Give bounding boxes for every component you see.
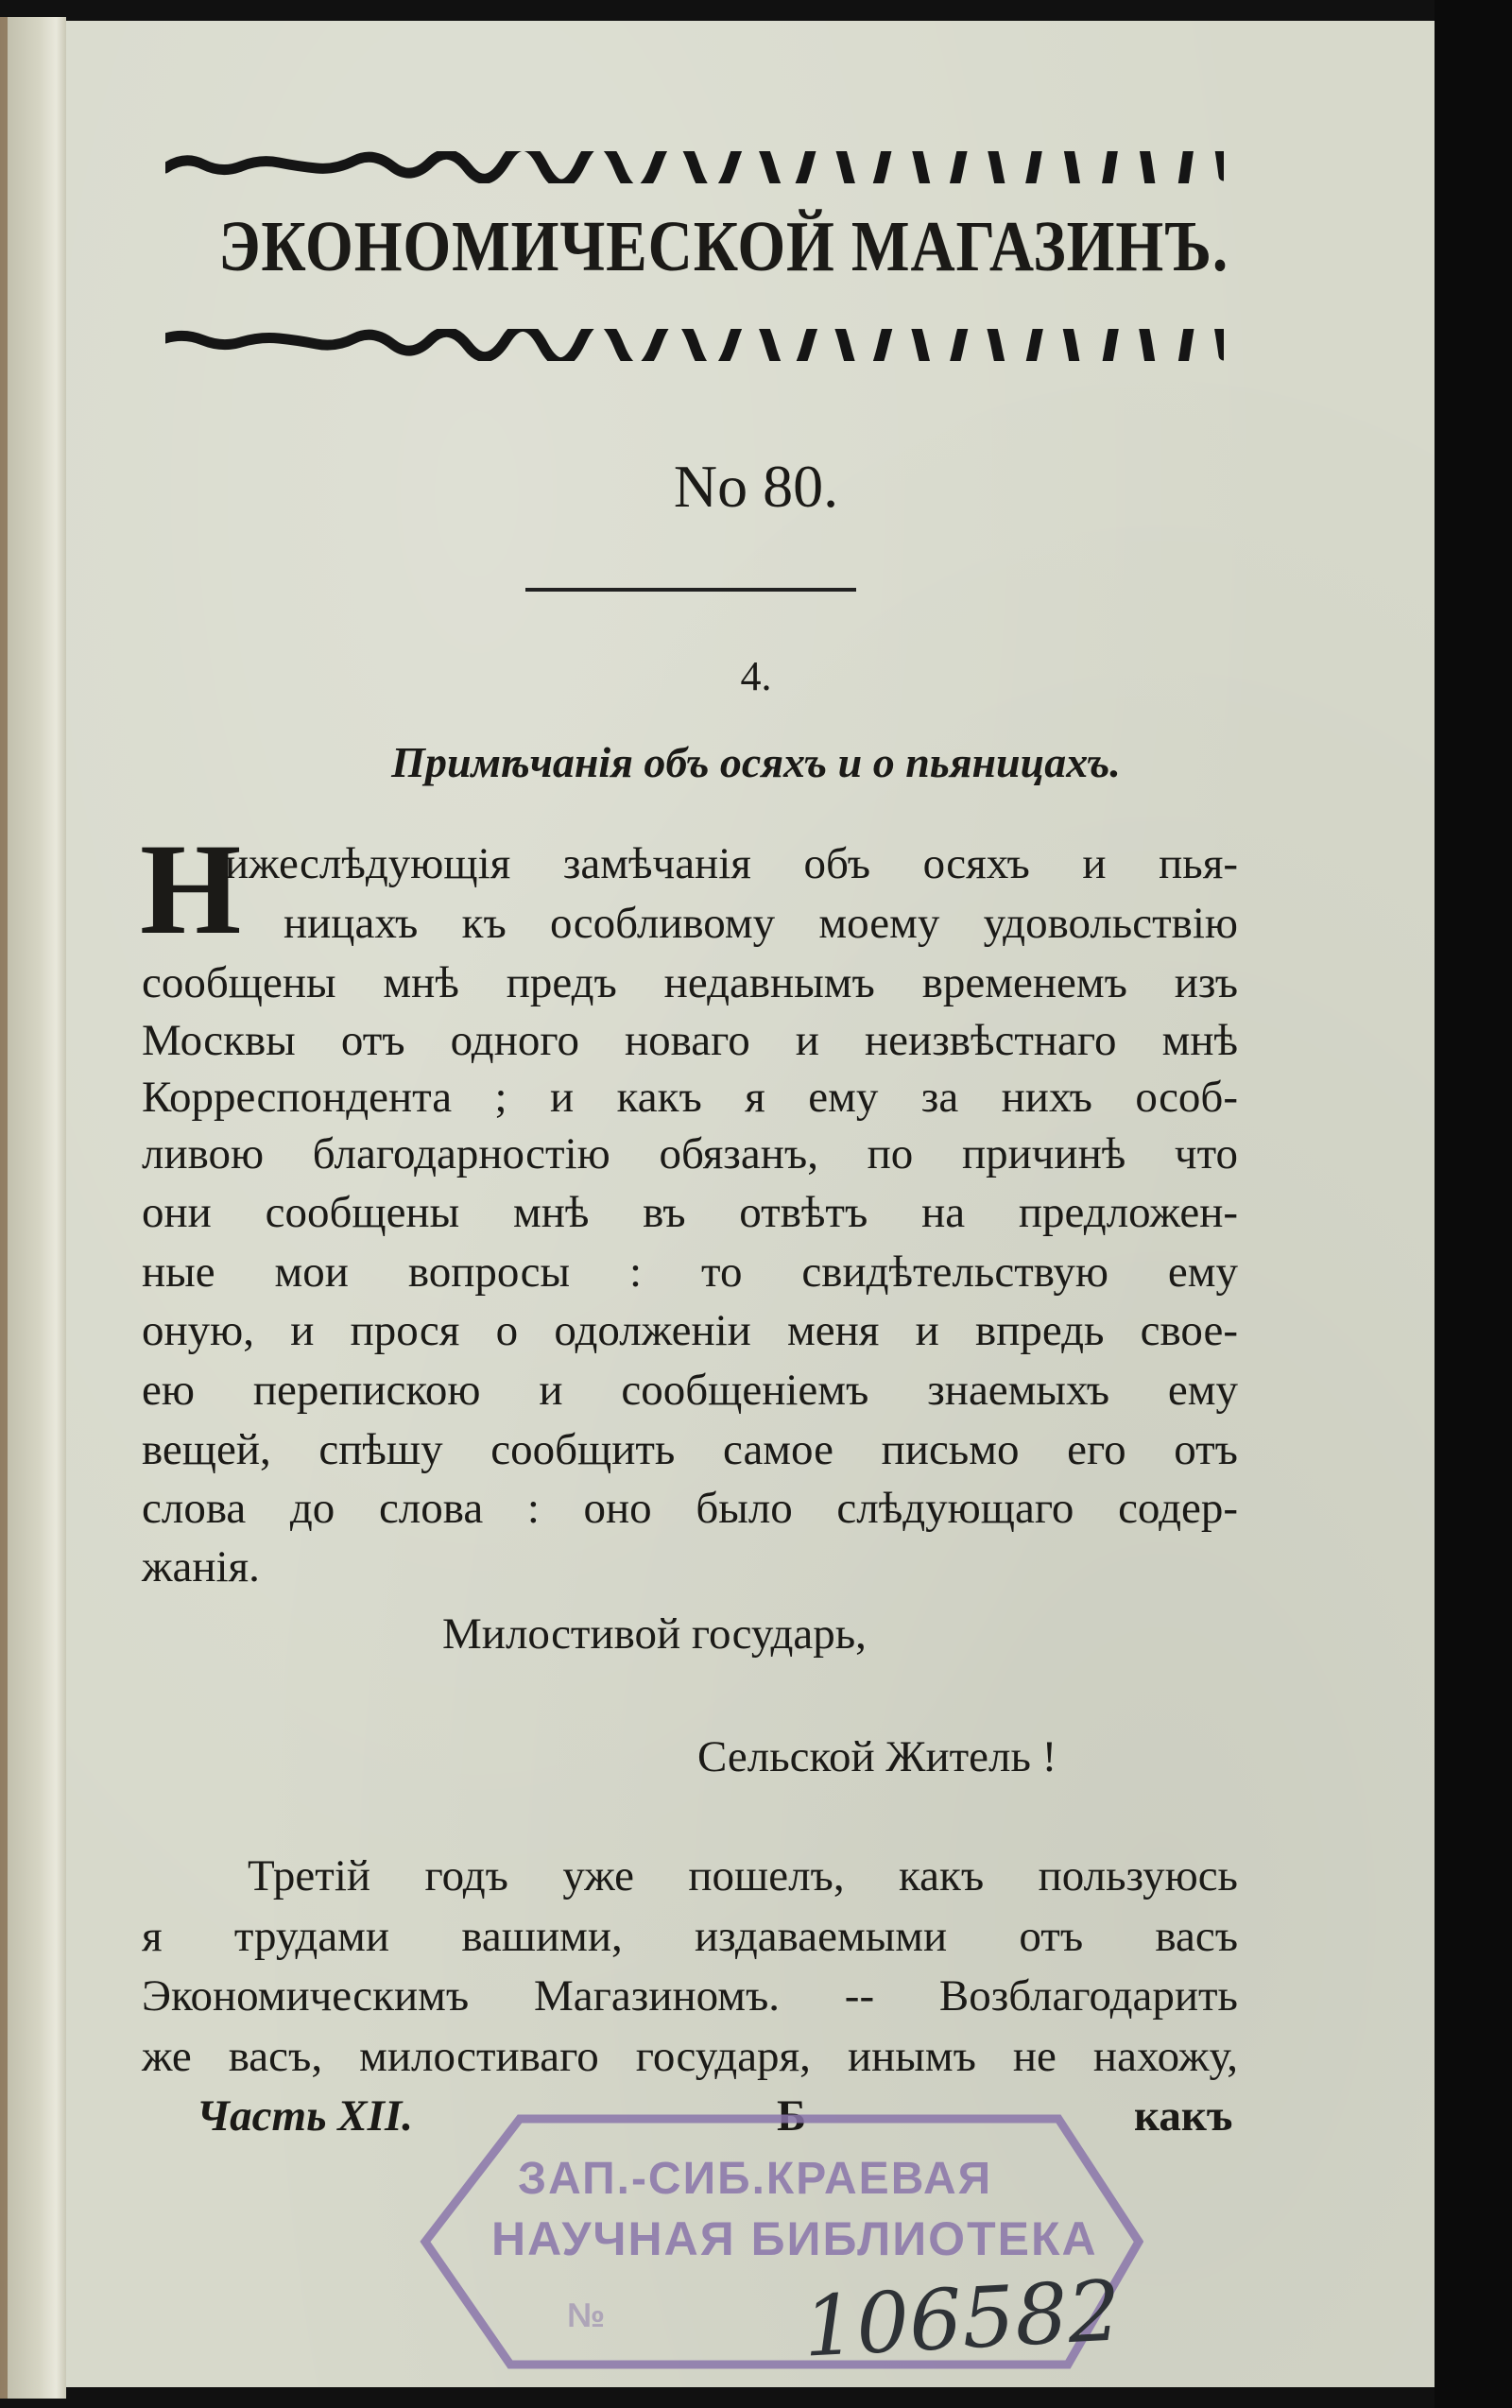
body-line: они сообщены мнѣ въ отвѣтъ на предложен- <box>142 1188 1238 1237</box>
article-title: Примѣчанія объ осяхъ и о пьяницахъ. <box>391 738 1121 786</box>
body-line: Корреспондента ; и какъ я ему за нихъ особ- <box>142 1073 1238 1122</box>
letter-line: я трудами вашими, издаваемыми отъ васъ <box>142 1912 1238 1961</box>
section-number: 4. <box>740 653 772 699</box>
body-line: ливою благодарностію обязанъ, по причинѣ что <box>142 1129 1238 1178</box>
body-line: жанія. <box>142 1542 260 1591</box>
divider-rule <box>525 588 856 592</box>
salutation: Милостивой государь, <box>442 1609 867 1659</box>
signature-mark: Б <box>777 2091 807 2141</box>
issue-number: No 80. <box>673 453 839 520</box>
stamp-number-sign: № <box>567 2296 606 2334</box>
letter-line: Экономическимъ Магазиномъ. -- Возблагодарить <box>142 1971 1238 2021</box>
binding-edge <box>0 17 8 2399</box>
letter-line: же васъ, милостиваго государя, инымъ не нахожу, <box>142 2032 1238 2081</box>
facing-page-edge <box>0 17 66 2399</box>
body-line: вещей, спѣшу сообщить самое письмо его отъ <box>142 1425 1238 1474</box>
stamp-line-2: НАУЧНАЯ БИБЛИОТЕКА <box>491 2212 1098 2265</box>
body-line: ижеслѣдующія замѣчанія объ осяхъ и пья- <box>225 839 1238 888</box>
addressee: Сельской Житель ! <box>697 1732 1057 1781</box>
body-line: Москвы отъ одного новаго и неизвѣстнаго мнѣ <box>142 1016 1238 1065</box>
body-line: ею перепискою и сообщеніемъ знаемыхъ ему <box>142 1366 1238 1415</box>
body-line: ные мои вопросы : то свидѣтельствую ему <box>142 1247 1238 1297</box>
body-line: сообщены мнѣ предъ недавнымъ временемъ изъ <box>142 958 1238 1007</box>
drop-cap: Н <box>140 817 242 961</box>
catchword: какъ <box>1134 2091 1233 2141</box>
journal-title: ЭКОНОМИЧЕСКОЙ МАГАЗИНЪ. <box>218 207 1229 286</box>
body-line: ницахъ къ особливому моему удовольствію <box>284 899 1238 948</box>
scan-background <box>1435 0 1512 2408</box>
handwritten-inventory-number: 106582 <box>800 2262 1124 2376</box>
part-label: Часть XII. <box>197 2091 413 2141</box>
letter-line: Третій годъ уже пошелъ, какъ пользуюсь <box>248 1851 1238 1901</box>
top-ornament-rule <box>165 151 1224 183</box>
body-line: оную, и прося о одолженіи меня и впредь свое- <box>142 1306 1238 1355</box>
stamp-line-1: ЗАП.-СИБ.КРАЕВАЯ <box>518 2154 993 2204</box>
bottom-ornament-rule <box>165 329 1224 361</box>
body-line: слова до слова : оно было слѣдующаго содер- <box>142 1484 1238 1533</box>
